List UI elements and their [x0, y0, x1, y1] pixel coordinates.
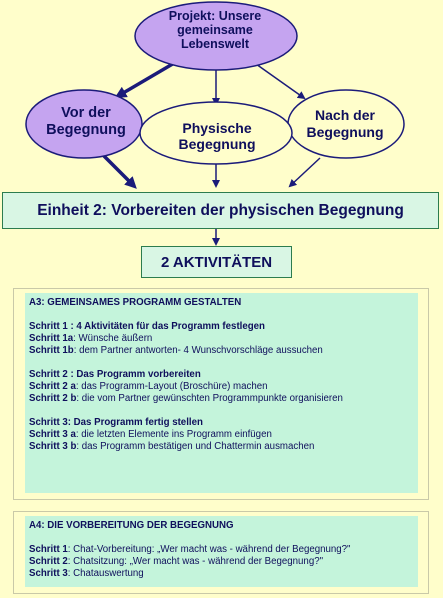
project-label: Projekt: Unsere gemeinsame Lebenswelt: [168, 9, 262, 51]
a3-step2a-text: : das Programm-Layout (Broschüre) machen: [75, 381, 268, 392]
a4-step1-text: : Chat-Vorbereitung: „Wer macht was - während der Begegnung?": [67, 544, 351, 555]
arrow-nach-to-unit: [290, 158, 320, 186]
unit-title: Einheit 2: Vorbereiten der physischen Begegnung: [37, 201, 404, 219]
a4-step1: [29, 544, 418, 556]
vor-label: Vor der Begegnung: [46, 105, 126, 139]
a3-step1a-label: Schritt 1a: [29, 333, 74, 344]
arrow-vor-to-unit: [104, 156, 134, 186]
a3-step3b-label: Schritt 3 b: [29, 441, 77, 452]
a3-step2b-text: : die vom Partner gewünschten Programmpunkte organisieren: [76, 393, 343, 404]
a3-step1b-label: Schritt 1b: [29, 345, 74, 356]
a3-step2a: [29, 381, 418, 393]
physisch-label: Physische Begegnung: [178, 120, 256, 153]
activity-count: 2 AKTIVITÄTEN: [160, 253, 273, 271]
a3-heading: A3: GEMEINSAMES PROGRAMM GESTALTEN: [29, 297, 242, 308]
a3-step1a-text: : Wünsche äußern: [73, 333, 153, 344]
arrow-project-to-nach: [256, 64, 304, 98]
a3-step2-title: Schritt 2 : Das Programm vorbereiten: [29, 369, 201, 380]
a4-step3-text: : Chatauswertung: [67, 568, 144, 579]
a3-step1a: [29, 333, 418, 345]
a4-step3: [29, 568, 418, 580]
a4-step2-text: : Chatsitzung: „Wer macht was - während der Begegnung?": [67, 556, 324, 567]
a3-step2b: [29, 393, 418, 405]
unit-title-box: [2, 192, 439, 229]
a4-step1-label: Schritt 1: [29, 544, 68, 555]
a3-step3a-text: : die letzten Elemente ins Programm einfügen: [75, 429, 272, 440]
a3-step3-title: Schritt 3: Das Programm fertig stellen: [29, 417, 203, 428]
a3-step1b-text: : dem Partner antworten- 4 Wunschvorschläge aussuchen: [73, 345, 323, 356]
a3-step3a-label: Schritt 3 a: [29, 429, 76, 440]
a4-content: [25, 516, 418, 587]
a3-panel: [13, 288, 429, 500]
a3-step1b: [29, 345, 418, 357]
a3-step2b-label: Schritt 2 b: [29, 393, 77, 404]
activity-count-box: [141, 246, 292, 278]
a3-step3b: [29, 441, 418, 453]
arrow-project-to-vor: [118, 62, 176, 96]
a4-heading: A4: DIE VORBEREITUNG DER BEGEGNUNG: [29, 520, 234, 531]
a3-step1-title: Schritt 1 : 4 Aktivitäten für das Programm festlegen: [29, 321, 265, 332]
a3-step3a: [29, 429, 418, 441]
a4-step3-label: Schritt 3: [29, 568, 68, 579]
a3-step3b-text: : das Programm bestätigen und Chattermin ausmachen: [76, 441, 315, 452]
a4-step2-label: Schritt 2: [29, 556, 68, 567]
a4-panel: [13, 511, 429, 594]
a3-content: [25, 293, 418, 493]
a3-step2a-label: Schritt 2 a: [29, 381, 76, 392]
a4-step2: [29, 556, 418, 568]
nach-label: Nach der Begegnung: [306, 107, 384, 140]
